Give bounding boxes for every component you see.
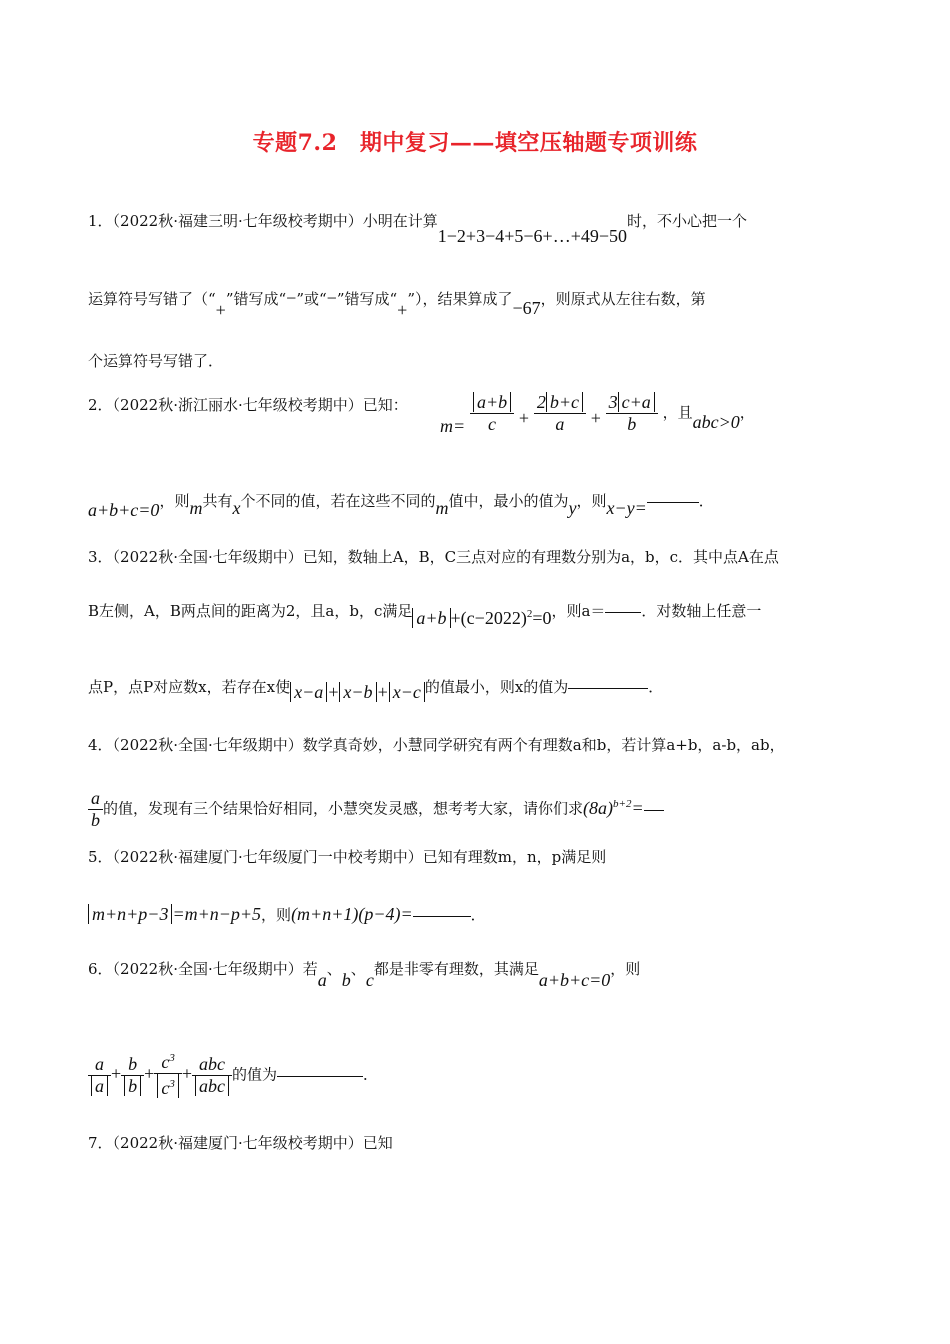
q2-text: 值中，最小的值为 (448, 492, 569, 510)
var-m: m (189, 498, 203, 518)
q3-end: ． (648, 678, 664, 696)
q3-equation: =0 (532, 608, 552, 628)
q1-text: ”错写成“ (336, 290, 398, 308)
plus-sign: + (397, 300, 408, 320)
separator: 、 (326, 960, 342, 978)
abs-x-minus-a: x−a (290, 682, 327, 702)
q6-line1 (88, 958, 641, 990)
abs-x-minus-c: x−c (389, 682, 425, 702)
q4-number: 4． (88, 736, 113, 754)
answer-blank (413, 915, 471, 917)
var-c: c (365, 970, 374, 990)
denominator-b: b (627, 414, 637, 434)
abs-c-plus-a: c+a (618, 392, 655, 412)
abs-b: b (124, 1076, 141, 1096)
term-b-over-abs-b (121, 1054, 144, 1097)
q1-source: （2022秋·福建三明·七年级校考期中） (112, 212, 363, 230)
q2-text: 个不同的值，若在这些不同的 (240, 492, 436, 510)
q4-text: 数学真奇妙，小慧同学研究有两个有理数a和b，若计算a+b，a-b，ab， (302, 736, 785, 754)
q6-line2 (88, 1052, 378, 1099)
abs-c3: c (161, 1078, 170, 1098)
q2-end: ． (698, 492, 714, 510)
q2-text: 已知： (362, 396, 408, 414)
q3-text: 已知，数轴上A，B，C三点对应的有理数分别为a，b，c．其中点A在点 (302, 548, 779, 566)
answer-blank (277, 1075, 363, 1077)
abs-a-plus-b: a+b (412, 608, 450, 628)
q1-result: −67 (512, 298, 541, 318)
q7-text: 已知 (362, 1134, 393, 1152)
q5-line2 (88, 904, 486, 925)
q5-question: (m+n+1)(p−4)= (291, 904, 413, 924)
q1-line3: 个运算符号写错了． (88, 352, 224, 370)
q4-line1 (88, 734, 785, 755)
q5-text: 已知有理数m，n，p满足则 (422, 848, 607, 866)
q1-text: ”错写成“ (225, 290, 287, 308)
q6-text: 都是非零有理数，其满足 (373, 960, 539, 978)
q1-text: 小明在计算 (362, 212, 438, 230)
denominator: b (91, 810, 100, 830)
equals-sign: = (631, 797, 644, 818)
q1-text: 时，不小心把一个 (627, 212, 748, 230)
q3-line1 (88, 546, 779, 567)
cube-exponent: 3 (169, 1052, 175, 1064)
q5-end: ． (470, 906, 486, 924)
q1-expression: 1−2+3−4+5−6+…+49−50 (437, 226, 627, 246)
answer-blank (568, 687, 648, 689)
q2-text: ，则 (576, 492, 607, 510)
q1-text: ，则原式从左往右数，第 (540, 290, 706, 308)
q1-number: 1． (88, 212, 113, 230)
plus-sign: + (181, 1063, 192, 1084)
plus-sign: + (111, 1063, 122, 1084)
term-a-over-abs-a (88, 1054, 111, 1097)
denominator-c: c (488, 414, 497, 434)
q1-line1 (88, 210, 748, 246)
coef-2: 2 (536, 392, 546, 412)
answer-blank (605, 611, 641, 613)
q2-question: x−y= (606, 498, 647, 518)
numerator: a (88, 788, 103, 810)
numerator: a (88, 1054, 111, 1076)
plus-sign: + (215, 300, 226, 320)
power-exponent: b+2 (613, 797, 632, 810)
q6-end: ． (362, 1065, 378, 1084)
q5-source: （2022秋·福建厦门·七年级厦门一中校考期中） (112, 848, 423, 866)
q5-number: 5． (88, 848, 113, 866)
var-m: m (435, 498, 449, 518)
var-b: b (341, 970, 351, 990)
answer-blank (647, 501, 699, 503)
q6-condition: a+b+c=0 (538, 970, 611, 990)
q3-text: 点P，点P对应数x，若存在x使 (88, 678, 291, 696)
q7-line1 (88, 1132, 393, 1153)
q1-text: ”），结果算成了 (407, 290, 513, 308)
fraction-1 (470, 392, 514, 435)
q6-source: （2022秋·全国·七年级期中） (112, 960, 303, 978)
q3-text: ，则a＝ (551, 602, 606, 620)
fraction-a-over-b (88, 788, 103, 831)
abs-expression: m+n+p−3 (88, 904, 172, 924)
abs-b-plus-c: b+c (546, 392, 583, 412)
abs-a-plus-b: a+b (473, 392, 511, 412)
fraction-2 (534, 392, 586, 435)
term-abc-over-abs-abc (192, 1054, 232, 1097)
condition-sum: a+b+c=0 (88, 500, 160, 520)
abs-a: a (91, 1076, 108, 1096)
abs-x-minus-b: x−b (339, 682, 376, 702)
answer-blank (644, 809, 664, 811)
term-c3-over-abs-c3 (154, 1052, 182, 1099)
q7-number: 7． (88, 1134, 113, 1152)
q2-line2 (88, 490, 714, 520)
q3-number: 3． (88, 548, 113, 566)
q5-equation: =m+n−p+5 (172, 904, 262, 924)
q4-text: 的值，发现有三个结果恰好相同，小慧突发灵感，想考考大家，请你们求 (103, 799, 584, 818)
separator: 、 (350, 960, 366, 978)
q7-source: （2022秋·福建厦门·七年级校考期中） (112, 1134, 363, 1152)
q6-text: 若 (302, 960, 318, 978)
q3-source: （2022秋·全国·七年级期中） (112, 548, 303, 566)
plus-sign: + (144, 1063, 155, 1084)
numerator: abc (192, 1054, 232, 1076)
power-base: (8a) (583, 797, 614, 818)
q1-line2 (88, 288, 706, 320)
q3-equation: +(c−2022) (450, 608, 527, 628)
minus-sign: − (326, 288, 337, 308)
q2-text: ，则 (159, 492, 190, 510)
q3-text: 的值最小，则x的值为 (424, 678, 569, 696)
q3-text: ．对数轴上任意一 (641, 602, 762, 620)
q3-line3: 点P，点P对应数x，若存在x使 x−a + x−b + x−c 的值最小，则x的值为 ． (88, 678, 664, 702)
cube-exponent: 3 (169, 1078, 175, 1090)
q6-text: ，则 (610, 960, 641, 978)
var-a: a (317, 970, 327, 990)
square-exponent: 2 (526, 608, 533, 620)
minus-sign: − (286, 288, 297, 308)
q5-line1 (88, 846, 606, 867)
q3-line2 (88, 600, 762, 628)
q4-source: （2022秋·全国·七年级期中） (112, 736, 303, 754)
q2-number: 2． (88, 396, 113, 414)
q2-text: ，且 (662, 403, 693, 422)
page-title: 专题7.2 期中复习——填空压轴题专项训练 (252, 130, 698, 156)
q2-m-formula: m= $\frac{a+b}{c}$ + $\frac{2 b+c}{a}$ + $\frac{3 c+a}{b}$ ，且abc>0， (440, 392, 755, 436)
var-y: y (568, 498, 577, 518)
abs-abc: abc (195, 1076, 229, 1096)
m-equals: m= (440, 415, 466, 436)
q1-text: 运算符号写错了（“ (88, 290, 216, 308)
condition-abc: abc>0 (692, 411, 740, 432)
var-x: x (232, 498, 241, 518)
q2-line1 (88, 394, 408, 415)
numerator: c (161, 1052, 170, 1072)
fraction-3 (606, 392, 658, 435)
q5-text: ，则 (261, 906, 292, 924)
q4-line2 (88, 788, 664, 831)
q2-text: 共有 (202, 492, 233, 510)
q1-text: ”或“ (296, 290, 327, 308)
q2-source: （2022秋·浙江丽水·七年级校考期中） (112, 396, 363, 414)
coef-3: 3 (608, 392, 618, 412)
numerator: b (121, 1054, 144, 1076)
q6-text: 的值为 (231, 1065, 277, 1084)
q3-text: B左侧，A，B两点间的距离为2，且a，b，c满足 (88, 602, 413, 620)
q2-comma: ， (739, 403, 755, 422)
denominator-a: a (555, 414, 565, 434)
q6-number: 6． (88, 960, 113, 978)
